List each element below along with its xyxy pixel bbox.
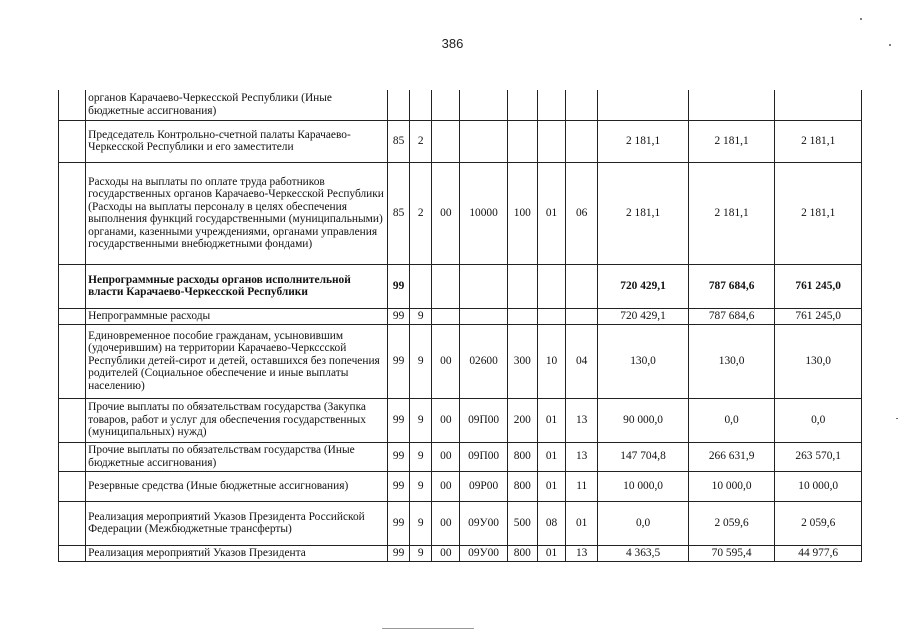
code-cell: 09П00 xyxy=(460,442,507,471)
code-cell: 85 xyxy=(388,162,410,264)
code-cell: 01 xyxy=(537,162,565,264)
code-cell: 09У00 xyxy=(460,545,507,561)
code-cell: 99 xyxy=(388,471,410,501)
code-cell: 11 xyxy=(566,471,598,501)
scan-artifact-line xyxy=(382,628,474,629)
code-cell: 08 xyxy=(537,501,565,545)
code-cell: 9 xyxy=(410,501,432,545)
amount-cell: 2 059,6 xyxy=(775,501,862,545)
code-cell: 99 xyxy=(388,264,410,308)
code-cell: 9 xyxy=(410,398,432,442)
amount-cell: 2 181,1 xyxy=(775,162,862,264)
row-name: органов Карачаево-Черкесской Республики (Иные бюджетные ассигнования) xyxy=(86,90,388,120)
amount-cell: 2 181,1 xyxy=(688,120,775,162)
scan-speck xyxy=(860,18,862,20)
code-cell xyxy=(432,90,460,120)
code-cell: 01 xyxy=(537,442,565,471)
amount-cell: 761 245,0 xyxy=(775,264,862,308)
code-cell: 00 xyxy=(432,162,460,264)
code-cell: 01 xyxy=(537,545,565,561)
code-cell xyxy=(566,264,598,308)
row-name: Непрограммные расходы xyxy=(86,308,388,324)
amount-cell xyxy=(775,90,862,120)
table-row xyxy=(59,120,862,162)
code-cell: 9 xyxy=(410,442,432,471)
code-cell: 99 xyxy=(388,308,410,324)
code-cell: 09У00 xyxy=(460,501,507,545)
code-cell xyxy=(537,264,565,308)
code-cell xyxy=(460,90,507,120)
code-cell xyxy=(566,120,598,162)
amount-cell: 0,0 xyxy=(775,398,862,442)
scan-speck xyxy=(896,418,898,419)
indent-cell xyxy=(59,90,86,120)
code-cell: 500 xyxy=(507,501,537,545)
code-cell xyxy=(460,308,507,324)
code-cell: 100 xyxy=(507,162,537,264)
amount-cell: 147 704,8 xyxy=(598,442,689,471)
code-cell: 200 xyxy=(507,398,537,442)
code-cell: 04 xyxy=(566,324,598,398)
code-cell xyxy=(507,90,537,120)
code-cell: 99 xyxy=(388,501,410,545)
indent-cell xyxy=(59,398,86,442)
table-row xyxy=(59,501,862,545)
amount-cell xyxy=(598,90,689,120)
amount-cell: 4 363,5 xyxy=(598,545,689,561)
code-cell xyxy=(537,90,565,120)
row-name: Единовременное пособие гражданам, усыновившим (удочерившим) на территории Карачаево-Черкссской Республики детей-сирот и детей, оставшихся без попечения родителей (Социальное обеспечение и иные выплаты населению) xyxy=(86,324,388,398)
table-row xyxy=(59,471,862,501)
code-cell xyxy=(432,308,460,324)
code-cell: 01 xyxy=(537,471,565,501)
indent-cell xyxy=(59,120,86,162)
code-cell xyxy=(388,90,410,120)
code-cell: 99 xyxy=(388,324,410,398)
amount-cell: 44 977,6 xyxy=(775,545,862,561)
amount-cell: 761 245,0 xyxy=(775,308,862,324)
budget-table xyxy=(58,90,862,562)
code-cell: 2 xyxy=(410,120,432,162)
code-cell: 00 xyxy=(432,324,460,398)
amount-cell: 130,0 xyxy=(775,324,862,398)
indent-cell xyxy=(59,324,86,398)
amount-cell: 2 181,1 xyxy=(775,120,862,162)
amount-cell: 266 631,9 xyxy=(688,442,775,471)
indent-cell xyxy=(59,308,86,324)
code-cell: 9 xyxy=(410,471,432,501)
code-cell xyxy=(410,264,432,308)
amount-cell: 70 595,4 xyxy=(688,545,775,561)
code-cell: 01 xyxy=(537,398,565,442)
row-name: Непрограммные расходы органов исполнительной власти Карачаево-Черкесской Республики xyxy=(86,264,388,308)
code-cell xyxy=(537,308,565,324)
code-cell: 00 xyxy=(432,398,460,442)
table-row xyxy=(59,442,862,471)
code-cell: 02600 xyxy=(460,324,507,398)
code-cell xyxy=(566,308,598,324)
table-row xyxy=(59,398,862,442)
code-cell xyxy=(566,90,598,120)
code-cell: 10000 xyxy=(460,162,507,264)
amount-cell: 720 429,1 xyxy=(598,264,689,308)
code-cell: 00 xyxy=(432,442,460,471)
amount-cell: 787 684,6 xyxy=(688,264,775,308)
indent-cell xyxy=(59,442,86,471)
table-row xyxy=(59,90,862,120)
code-cell: 13 xyxy=(566,398,598,442)
amount-cell xyxy=(688,90,775,120)
row-name: Прочие выплаты по обязательствам государства (Иные бюджетные ассигнования) xyxy=(86,442,388,471)
row-name: Прочие выплаты по обязательствам государства (Закупка товаров, работ и услуг для обеспечения государственных (муниципальных) нужд) xyxy=(86,398,388,442)
scan-speck xyxy=(889,44,891,46)
code-cell xyxy=(460,264,507,308)
amount-cell: 2 059,6 xyxy=(688,501,775,545)
amount-cell: 2 181,1 xyxy=(598,120,689,162)
code-cell: 99 xyxy=(388,545,410,561)
code-cell: 99 xyxy=(388,398,410,442)
code-cell: 9 xyxy=(410,324,432,398)
code-cell: 09П00 xyxy=(460,398,507,442)
indent-cell xyxy=(59,162,86,264)
row-name: Резервные средства (Иные бюджетные ассигнования) xyxy=(86,471,388,501)
indent-cell xyxy=(59,264,86,308)
amount-cell: 263 570,1 xyxy=(775,442,862,471)
amount-cell: 130,0 xyxy=(688,324,775,398)
amount-cell: 720 429,1 xyxy=(598,308,689,324)
amount-cell: 0,0 xyxy=(598,501,689,545)
amount-cell: 2 181,1 xyxy=(598,162,689,264)
code-cell: 800 xyxy=(507,545,537,561)
code-cell: 00 xyxy=(432,501,460,545)
code-cell xyxy=(537,120,565,162)
code-cell: 300 xyxy=(507,324,537,398)
indent-cell xyxy=(59,545,86,561)
code-cell: 06 xyxy=(566,162,598,264)
code-cell: 99 xyxy=(388,442,410,471)
row-name: Реализация мероприятий Указов Президента Российской Федерации (Межбюджетные трансферты) xyxy=(86,501,388,545)
code-cell xyxy=(410,90,432,120)
table-row xyxy=(59,264,862,308)
code-cell: 01 xyxy=(566,501,598,545)
row-name: Председатель Контрольно-счетной палаты Карачаево-Черкесской Республики и его заместители xyxy=(86,120,388,162)
code-cell: 13 xyxy=(566,545,598,561)
code-cell: 09Р00 xyxy=(460,471,507,501)
code-cell: 85 xyxy=(388,120,410,162)
amount-cell: 130,0 xyxy=(598,324,689,398)
code-cell: 2 xyxy=(410,162,432,264)
code-cell xyxy=(507,120,537,162)
page-number: 386 xyxy=(441,36,464,51)
indent-cell xyxy=(59,471,86,501)
table-row xyxy=(59,308,862,324)
table-row xyxy=(59,162,862,264)
amount-cell: 0,0 xyxy=(688,398,775,442)
amount-cell: 10 000,0 xyxy=(775,471,862,501)
code-cell: 800 xyxy=(507,442,537,471)
code-cell: 9 xyxy=(410,545,432,561)
row-name: Расходы на выплаты по оплате труда работников государственных органов Карачаево-Черкесской Республики (Расходы на выплаты персоналу в целях обеспечения выполнения функций государственными (муниципальными) органами, казенными учреждениями, органами управления государственными внебюджетными фондами) xyxy=(86,162,388,264)
amount-cell: 787 684,6 xyxy=(688,308,775,324)
row-name: Реализация мероприятий Указов Президента xyxy=(86,545,388,561)
code-cell xyxy=(507,308,537,324)
code-cell: 13 xyxy=(566,442,598,471)
amount-cell: 90 000,0 xyxy=(598,398,689,442)
code-cell xyxy=(507,264,537,308)
amount-cell: 10 000,0 xyxy=(688,471,775,501)
amount-cell: 2 181,1 xyxy=(688,162,775,264)
code-cell: 00 xyxy=(432,471,460,501)
indent-cell xyxy=(59,501,86,545)
amount-cell: 10 000,0 xyxy=(598,471,689,501)
code-cell: 00 xyxy=(432,545,460,561)
table-row xyxy=(59,545,862,561)
code-cell xyxy=(432,264,460,308)
table-row xyxy=(59,324,862,398)
code-cell: 10 xyxy=(537,324,565,398)
code-cell xyxy=(432,120,460,162)
code-cell: 9 xyxy=(410,308,432,324)
code-cell: 800 xyxy=(507,471,537,501)
code-cell xyxy=(460,120,507,162)
